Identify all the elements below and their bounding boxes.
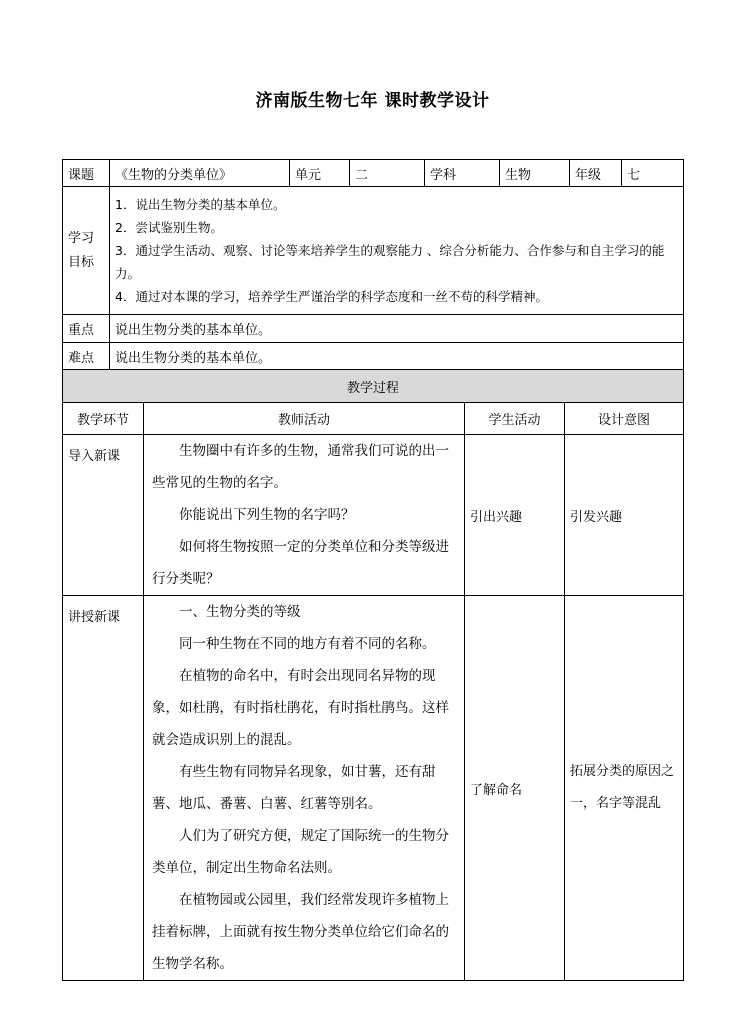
difficulty-value: 说出生物分类的基本单位。 xyxy=(110,343,684,370)
teacher-paragraph: 在植物的命名中，有时会出现同名异物的现象，如杜鹃，有时指杜鹃花，有时指杜鹃鸟。这样就会造成识别上的混乱。 xyxy=(152,668,449,748)
process-heading: 教学过程 xyxy=(63,370,684,403)
document-title: 济南版生物七年 课时教学设计 xyxy=(255,91,490,111)
objective-item: 2．尝试鉴别生物。 xyxy=(115,220,223,235)
column-header-intent: 设计意图 xyxy=(565,403,684,435)
student-activity-cell: 了解命名 xyxy=(465,596,565,981)
difficulty-label: 难点 xyxy=(63,343,110,370)
teaching-process-table xyxy=(62,369,684,981)
column-header-teacher: 教师活动 xyxy=(144,403,465,435)
subject-value: 生物 xyxy=(500,160,570,187)
stage-cell: 导入新课 xyxy=(63,435,144,596)
design-intent-cell: 拓展分类的原因之一，名字等混乱 xyxy=(565,596,684,981)
teacher-paragraph: 你能说出下列生物的名字吗？ xyxy=(179,507,355,523)
unit-label: 单元 xyxy=(290,160,350,187)
teacher-paragraph: 在植物园或公园里，我们经常发现许多植物上挂着标牌，上面就有按生物分类单位给它们命名的生物学名称。 xyxy=(152,892,449,972)
design-intent-cell: 引发兴趣 xyxy=(565,435,684,596)
topic-value: 《生物的分类单位》 xyxy=(110,160,290,187)
teacher-paragraph: 生物圈中有许多的生物，通常我们可说的出一些常见的生物的名字。 xyxy=(152,443,449,491)
grade-value: 七 xyxy=(622,160,684,187)
objectives-label-line-2: 目标 xyxy=(68,254,95,270)
stage-cell: 讲授新课 xyxy=(63,596,144,981)
column-header-stage: 教学环节 xyxy=(63,403,144,435)
table-row xyxy=(63,435,684,596)
student-activity-cell: 引出兴趣 xyxy=(465,435,565,596)
key-point-label: 重点 xyxy=(63,315,110,343)
objectives-label-line-1: 学习 xyxy=(68,230,95,246)
lesson-info-table xyxy=(62,159,684,370)
grade-label: 年级 xyxy=(570,160,622,187)
objective-item: 4．通过对本课的学习，培养学生严谨治学的科学态度和一丝不苟的科学精神。 xyxy=(115,289,548,304)
key-point-value: 说出生物分类的基本单位。 xyxy=(110,315,684,343)
objectives-label xyxy=(63,187,110,315)
teacher-paragraph: 同一种生物在不同的地方有着不同的名称。 xyxy=(179,636,436,652)
topic-label: 课题 xyxy=(63,160,110,187)
objective-item: 3．通过学生活动、观察、讨论等来培养学生的观察能力 、综合分析能力、合作参与和自主学习的能力。 xyxy=(115,243,665,281)
teacher-paragraph: 一、生物分类的等级 xyxy=(179,604,301,620)
objectives-content xyxy=(110,187,684,315)
teacher-paragraph: 人们为了研究方便，规定了国际统一的生物分类单位，制定出生物命名法则。 xyxy=(152,828,449,876)
teacher-paragraph: 有些生物有同物异名现象，如甘薯，还有甜薯、地瓜、番薯、白薯、红薯等别名。 xyxy=(152,764,436,812)
unit-value: 二 xyxy=(350,160,425,187)
column-header-student: 学生活动 xyxy=(465,403,565,435)
teacher-paragraph: 如何将生物按照一定的分类单位和分类等级进行分类呢？ xyxy=(152,539,449,587)
objective-item: 1．说出生物分类的基本单位。 xyxy=(115,197,286,212)
subject-label: 学科 xyxy=(425,160,500,187)
teacher-activity-cell xyxy=(144,596,465,981)
teacher-activity-cell xyxy=(144,435,465,596)
table-row xyxy=(63,596,684,981)
